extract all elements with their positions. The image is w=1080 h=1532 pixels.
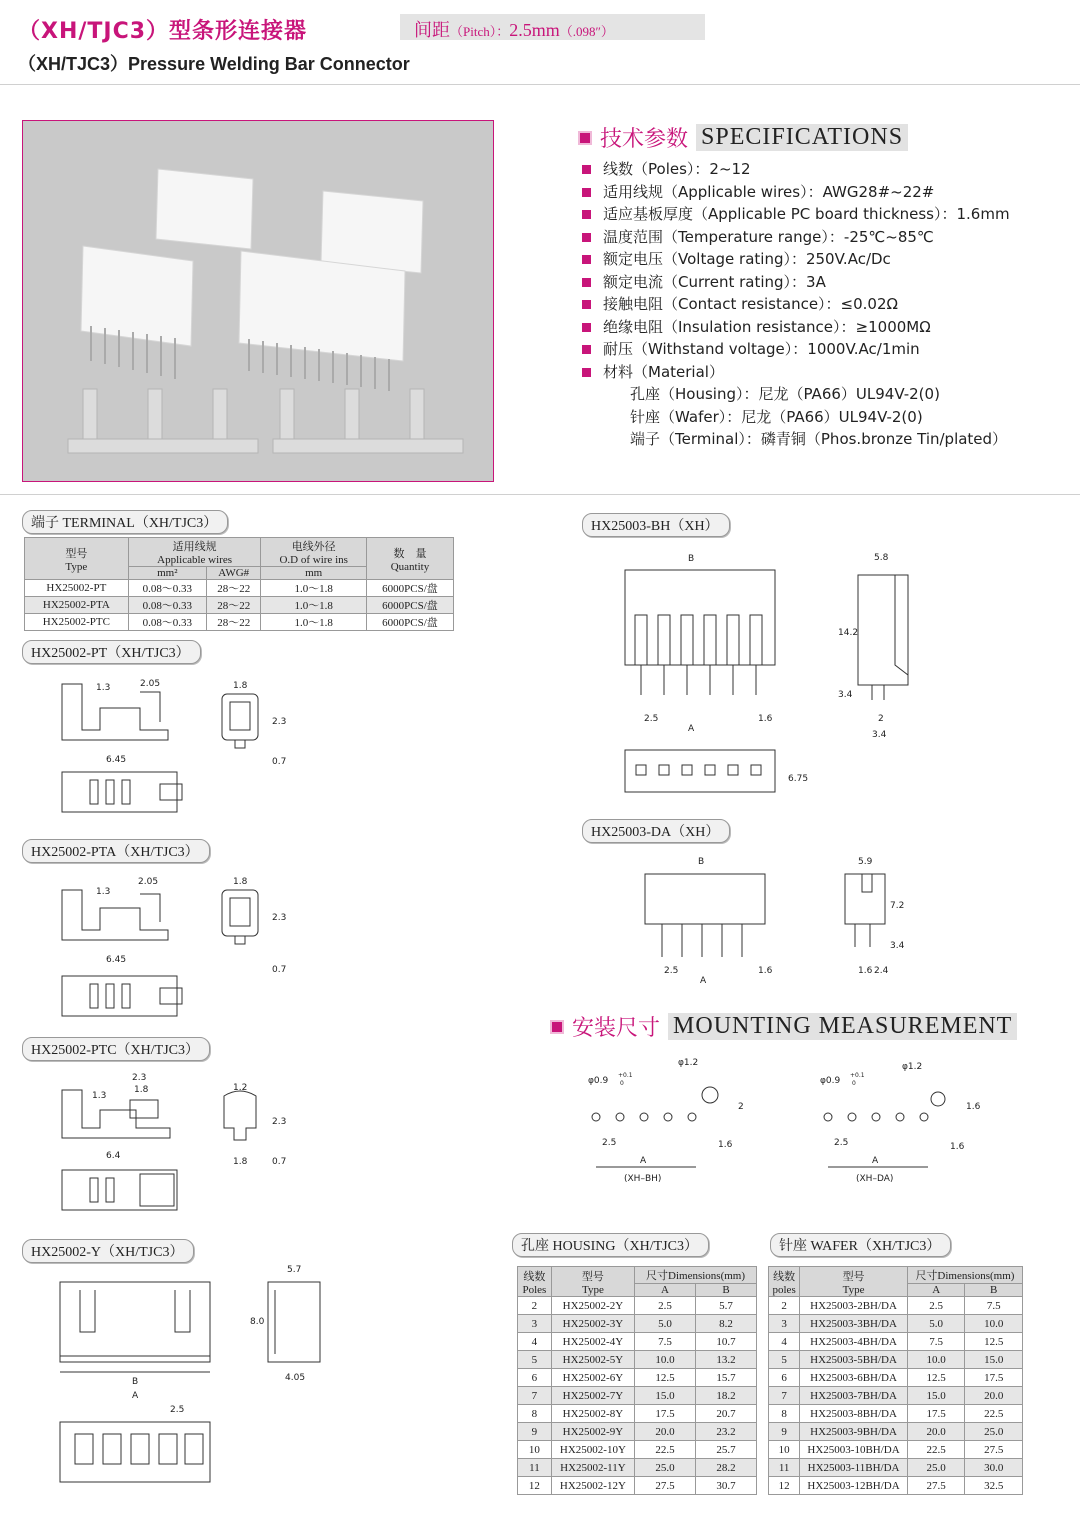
table-cell: 20.0 bbox=[965, 1387, 1023, 1405]
th-b: B bbox=[696, 1284, 757, 1297]
dim-label: 6.45 bbox=[106, 755, 127, 765]
th-qty: 数 量 Quantity bbox=[366, 538, 453, 580]
table-cell: 0.08～0.33 bbox=[128, 597, 206, 614]
dim-label: 2.5 bbox=[602, 1138, 617, 1148]
table-row bbox=[518, 1315, 757, 1333]
pitch-inch: （.098″） bbox=[559, 24, 614, 39]
spec-text: 绝缘电阻（Insulation resistance）：≥1000MΩ bbox=[603, 317, 931, 336]
th-awg: AWG# bbox=[206, 567, 261, 580]
table-cell: HX25003-11BH/DA bbox=[800, 1459, 908, 1477]
th-od-mm: mm bbox=[261, 567, 366, 580]
dim-label: 1.6 bbox=[718, 1140, 733, 1150]
bullet-icon bbox=[582, 255, 591, 264]
dim-label: 1.8 bbox=[233, 1157, 248, 1167]
dim-label: 0 bbox=[620, 1080, 624, 1087]
table-cell: 5.7 bbox=[696, 1297, 757, 1315]
table-cell: 28～22 bbox=[206, 597, 261, 614]
dim-label: 8.0 bbox=[250, 1317, 265, 1327]
mounting-heading-en: MOUNTING MEASUREMENT bbox=[668, 1013, 1017, 1040]
spec-item bbox=[582, 293, 1010, 316]
table-row bbox=[25, 614, 454, 631]
table-cell: 0.08～0.33 bbox=[128, 614, 206, 631]
table-cell: 25.0 bbox=[635, 1459, 696, 1477]
section-divider bbox=[0, 494, 1080, 495]
table-cell: 8.2 bbox=[696, 1315, 757, 1333]
th-b: B bbox=[965, 1284, 1023, 1297]
table-cell: 7 bbox=[518, 1387, 552, 1405]
table-cell: HX25002-11Y bbox=[551, 1459, 634, 1477]
mounting-bh-drawing bbox=[578, 1055, 778, 1185]
spec-text: 适用线规（Applicable wires）：AWG28#~22# bbox=[603, 182, 935, 201]
ptc-drawing bbox=[40, 1068, 300, 1228]
product-photo-illustration bbox=[23, 121, 493, 481]
header-divider bbox=[0, 84, 1080, 85]
table-cell: 17.5 bbox=[907, 1405, 965, 1423]
table-cell: 15.0 bbox=[965, 1351, 1023, 1369]
table-cell: 5 bbox=[518, 1351, 552, 1369]
product-photo bbox=[22, 120, 494, 482]
table-cell: 8 bbox=[769, 1405, 800, 1423]
table-cell: 1.0～1.8 bbox=[261, 614, 366, 631]
dim-label: 2.05 bbox=[140, 679, 161, 689]
table-cell: 20.0 bbox=[907, 1423, 965, 1441]
mounting-da-drawing bbox=[810, 1055, 1010, 1185]
dim-label: 5.9 bbox=[858, 857, 873, 867]
table-cell: 20.0 bbox=[635, 1423, 696, 1441]
table-cell: 2 bbox=[769, 1297, 800, 1315]
dim-label: 2 bbox=[738, 1102, 744, 1112]
table-cell: 27.5 bbox=[907, 1477, 965, 1495]
table-cell: 11 bbox=[769, 1459, 800, 1477]
dim-label: 2.5 bbox=[664, 966, 679, 976]
table-cell: 32.5 bbox=[965, 1477, 1023, 1495]
dim-label: 2.3 bbox=[132, 1073, 147, 1083]
terminal-tag: 端子 TERMINAL（XH/TJC3） bbox=[22, 510, 228, 534]
dim-label: 6.75 bbox=[788, 774, 809, 784]
th-dim: 尺寸Dimensions(mm) bbox=[635, 1267, 757, 1284]
pt-crimp bbox=[140, 692, 160, 722]
dim-label: 4.05 bbox=[285, 1373, 306, 1383]
pitch-value: 2.5mm bbox=[509, 20, 560, 40]
pta-profile bbox=[62, 890, 168, 940]
table-cell: 15.0 bbox=[635, 1387, 696, 1405]
spec-text: 耐压（Withstand voltage）：1000V.Ac/1min bbox=[603, 340, 920, 358]
dim-label: φ1.2 bbox=[902, 1062, 923, 1072]
dim-label: 6.4 bbox=[106, 1151, 121, 1161]
table-cell: HX25003-2BH/DA bbox=[800, 1297, 908, 1315]
table-cell: 17.5 bbox=[965, 1369, 1023, 1387]
da-side-view bbox=[845, 874, 885, 924]
table-cell: 6 bbox=[518, 1369, 552, 1387]
table-row bbox=[769, 1369, 1023, 1387]
table-cell: 8 bbox=[518, 1405, 552, 1423]
spec-item bbox=[582, 361, 1010, 384]
dim-label: 5.7 bbox=[287, 1265, 302, 1275]
pta-end-view bbox=[222, 890, 258, 936]
pitch-paren: （Pitch）： bbox=[450, 24, 510, 39]
table-row bbox=[25, 597, 454, 614]
table-cell: 12.5 bbox=[965, 1333, 1023, 1351]
dim-label: 0.7 bbox=[272, 757, 287, 767]
dim-label: 2.05 bbox=[138, 877, 159, 887]
pitch-box bbox=[400, 14, 705, 40]
table-cell: 5 bbox=[769, 1351, 800, 1369]
table-cell: HX25002-7Y bbox=[551, 1387, 634, 1405]
spec-text: 线数（Poles）：2~12 bbox=[603, 160, 751, 178]
pta-tag: HX25002-PTA（XH/TJC3） bbox=[22, 839, 210, 863]
spec-item bbox=[582, 203, 1010, 226]
dim-label: +0.1 bbox=[850, 1072, 865, 1079]
table-cell: 10.0 bbox=[965, 1315, 1023, 1333]
th-a: A bbox=[907, 1284, 965, 1297]
pta-crimp bbox=[140, 894, 160, 922]
table-cell: 17.5 bbox=[635, 1405, 696, 1423]
bullet-icon bbox=[582, 278, 591, 287]
page-title-cn: （XH/TJC3）型条形连接器 bbox=[18, 19, 308, 44]
table-cell: HX25002-2Y bbox=[551, 1297, 634, 1315]
dim-label: 1.3 bbox=[92, 1091, 107, 1101]
table-row bbox=[769, 1387, 1023, 1405]
bullet-icon bbox=[582, 345, 591, 354]
table-cell: 5.0 bbox=[907, 1315, 965, 1333]
dim-label: 14.2 bbox=[838, 628, 859, 638]
table-cell: 7 bbox=[769, 1387, 800, 1405]
spec-item bbox=[582, 181, 1010, 204]
table-cell: HX25002-8Y bbox=[551, 1405, 634, 1423]
dim-label: 2 bbox=[878, 714, 884, 724]
bullet-icon bbox=[582, 300, 591, 309]
table-cell: 22.5 bbox=[907, 1441, 965, 1459]
table-row bbox=[769, 1441, 1023, 1459]
bullet-square-icon bbox=[550, 1020, 564, 1034]
table-cell: 2.5 bbox=[907, 1297, 965, 1315]
y-side-view bbox=[268, 1282, 320, 1362]
th-dim: 尺寸Dimensions(mm) bbox=[907, 1267, 1022, 1284]
specifications-heading-en: SPECIFICATIONS bbox=[696, 124, 908, 151]
bullet-square-icon bbox=[578, 131, 592, 145]
dim-label: 1.6 bbox=[858, 966, 873, 976]
mounting-heading-cn: 安装尺寸 bbox=[572, 1016, 661, 1041]
table-cell: 10 bbox=[769, 1441, 800, 1459]
table-cell: HX25002-6Y bbox=[551, 1369, 634, 1387]
table-cell: 13.2 bbox=[696, 1351, 757, 1369]
table-cell: 28～22 bbox=[206, 580, 261, 597]
table-cell: 12.5 bbox=[907, 1369, 965, 1387]
table-cell: 3 bbox=[769, 1315, 800, 1333]
table-row bbox=[769, 1351, 1023, 1369]
table-row bbox=[769, 1423, 1023, 1441]
table-cell: 10.0 bbox=[907, 1351, 965, 1369]
dim-label: A bbox=[640, 1156, 647, 1166]
table-cell: HX25003-9BH/DA bbox=[800, 1423, 908, 1441]
y-bottom-view bbox=[60, 1422, 210, 1482]
table-cell: 6000PCS/盘 bbox=[366, 614, 453, 631]
table-cell: 12 bbox=[769, 1477, 800, 1495]
table-row bbox=[769, 1405, 1023, 1423]
spec-text: 接触电阻（Contact resistance）：≤0.02Ω bbox=[603, 295, 898, 313]
wafer-table bbox=[768, 1266, 1023, 1495]
th-od: 电线外径 O.D of wire ins bbox=[261, 538, 366, 567]
th-wires: 适用线规 Applicable wires bbox=[128, 538, 261, 567]
table-cell: HX25002-10Y bbox=[551, 1441, 634, 1459]
page-title-en: （XH/TJC3）Pressure Welding Bar Connector bbox=[18, 54, 410, 74]
dim-label: 5.8 bbox=[874, 553, 889, 563]
table-cell: 9 bbox=[769, 1423, 800, 1441]
table-cell: 12.5 bbox=[635, 1369, 696, 1387]
bullet-icon bbox=[582, 165, 591, 174]
dim-label: B bbox=[688, 554, 695, 564]
dim-label: +0.1 bbox=[618, 1072, 633, 1079]
dim-label: 1.2 bbox=[233, 1083, 248, 1093]
y-tag: HX25002-Y（XH/TJC3） bbox=[22, 1239, 194, 1263]
table-row bbox=[518, 1333, 757, 1351]
bh-drawing bbox=[610, 545, 940, 805]
table-cell: 4 bbox=[518, 1333, 552, 1351]
table-cell: 0.08～0.33 bbox=[128, 580, 206, 597]
dim-label: 2.5 bbox=[644, 714, 659, 724]
table-cell: 28.2 bbox=[696, 1459, 757, 1477]
table-row bbox=[518, 1423, 757, 1441]
dim-label: φ0.9 bbox=[588, 1076, 609, 1086]
table-row bbox=[769, 1459, 1023, 1477]
material-item: 孔座（Housing）：尼龙（PA66）UL94V-2(0) bbox=[630, 385, 940, 403]
bh-tag: HX25003-BH（XH） bbox=[582, 513, 730, 537]
spec-text: 适应基板厚度（Applicable PC board thickness）：1.6mm bbox=[603, 205, 1010, 223]
dim-label: 1.6 bbox=[966, 1102, 981, 1112]
spec-item bbox=[582, 226, 1010, 249]
th-poles: 线数 poles bbox=[769, 1267, 800, 1297]
table-cell: 27.5 bbox=[965, 1441, 1023, 1459]
pitch-label: 间距 bbox=[414, 20, 450, 41]
dim-label: 0.7 bbox=[272, 1157, 287, 1167]
table-cell: 4 bbox=[769, 1333, 800, 1351]
dim-label: 0.7 bbox=[272, 965, 287, 975]
table-cell: 12 bbox=[518, 1477, 552, 1495]
spec-text: 额定电流（Current rating）：3A bbox=[603, 272, 826, 291]
dim-label: 7.2 bbox=[890, 901, 905, 911]
spec-item bbox=[582, 271, 1010, 294]
housing-tag: 孔座 HOUSING（XH/TJC3） bbox=[512, 1233, 709, 1257]
dim-label: B bbox=[698, 857, 705, 867]
table-cell: 18.2 bbox=[696, 1387, 757, 1405]
table-cell: 3 bbox=[518, 1315, 552, 1333]
ptc-profile bbox=[62, 1090, 170, 1138]
mounting-da-label: (XH–DA) bbox=[856, 1174, 894, 1184]
table-cell: 23.2 bbox=[696, 1423, 757, 1441]
table-cell: HX25002-PTA bbox=[25, 597, 129, 614]
dim-label: A bbox=[132, 1391, 139, 1401]
table-cell: HX25002-PTC bbox=[25, 614, 129, 631]
table-cell: HX25003-7BH/DA bbox=[800, 1387, 908, 1405]
pta-drawing bbox=[40, 870, 300, 1030]
specifications-heading bbox=[578, 122, 908, 153]
specifications-list bbox=[582, 158, 1010, 451]
pt-end-view bbox=[222, 694, 258, 740]
th-type: 型号 Type bbox=[551, 1267, 634, 1297]
table-cell: 25.0 bbox=[907, 1459, 965, 1477]
table-cell: 9 bbox=[518, 1423, 552, 1441]
dim-label: A bbox=[872, 1156, 879, 1166]
table-cell: 22.5 bbox=[965, 1405, 1023, 1423]
dim-label: B bbox=[132, 1377, 139, 1387]
table-cell: 27.5 bbox=[635, 1477, 696, 1495]
bh-top-view bbox=[625, 750, 775, 792]
table-cell: HX25002-PT bbox=[25, 580, 129, 597]
terminal-table bbox=[24, 537, 454, 631]
bullet-icon bbox=[582, 368, 591, 377]
table-cell: 15.0 bbox=[907, 1387, 965, 1405]
table-cell: 6 bbox=[769, 1369, 800, 1387]
housing-table bbox=[517, 1266, 757, 1495]
spec-item bbox=[582, 316, 1010, 339]
dim-label: 6.45 bbox=[106, 955, 127, 965]
table-row bbox=[25, 580, 454, 597]
table-row bbox=[769, 1297, 1023, 1315]
table-cell: HX25003-8BH/DA bbox=[800, 1405, 908, 1423]
table-cell: 25.7 bbox=[696, 1441, 757, 1459]
mounting-heading bbox=[550, 1011, 1017, 1042]
ptc-end-view bbox=[224, 1091, 256, 1140]
table-cell: 6000PCS/盘 bbox=[366, 597, 453, 614]
table-cell: HX25002-3Y bbox=[551, 1315, 634, 1333]
material-item: 针座（Wafer）：尼龙（PA66）UL94V-2(0) bbox=[630, 407, 923, 426]
da-drawing bbox=[640, 852, 905, 992]
dim-label: 3.4 bbox=[872, 730, 887, 740]
table-cell: 1.0～1.8 bbox=[261, 597, 366, 614]
dim-label: 1.3 bbox=[96, 683, 111, 693]
table-cell: HX25003-4BH/DA bbox=[800, 1333, 908, 1351]
y-drawing bbox=[40, 1262, 340, 1522]
spec-text: 温度范围（Temperature range）：-25℃~85℃ bbox=[603, 227, 934, 246]
dim-label: φ1.2 bbox=[678, 1058, 699, 1068]
table-cell: HX25002-12Y bbox=[551, 1477, 634, 1495]
spec-item bbox=[582, 158, 1010, 181]
dim-label: 1.8 bbox=[233, 681, 248, 691]
table-cell: HX25003-10BH/DA bbox=[800, 1441, 908, 1459]
table-row bbox=[769, 1477, 1023, 1495]
table-cell: 15.7 bbox=[696, 1369, 757, 1387]
spec-item bbox=[582, 248, 1010, 271]
pt-drawing bbox=[40, 672, 300, 832]
dim-label: 2.3 bbox=[272, 1117, 287, 1127]
dim-label: A bbox=[700, 976, 707, 986]
dim-label: 1.6 bbox=[758, 714, 773, 724]
table-cell: HX25003-12BH/DA bbox=[800, 1477, 908, 1495]
table-row bbox=[518, 1387, 757, 1405]
table-row bbox=[518, 1351, 757, 1369]
table-row bbox=[518, 1459, 757, 1477]
table-cell: HX25003-3BH/DA bbox=[800, 1315, 908, 1333]
table-row bbox=[769, 1315, 1023, 1333]
spec-text: 材料（Material） bbox=[603, 362, 724, 381]
table-row bbox=[518, 1441, 757, 1459]
bullet-icon bbox=[582, 233, 591, 242]
th-mm2: mm² bbox=[128, 567, 206, 580]
dim-label: 2.4 bbox=[874, 966, 889, 976]
table-row bbox=[518, 1405, 757, 1423]
da-front-view bbox=[645, 874, 765, 924]
spec-text: 额定电压（Voltage rating）：250V.Ac/Dc bbox=[603, 250, 891, 268]
dim-label: 1.6 bbox=[950, 1142, 965, 1152]
bullet-icon bbox=[582, 188, 591, 197]
spec-item bbox=[582, 338, 1010, 361]
dim-label: 3.4 bbox=[890, 941, 905, 951]
table-cell: 2.5 bbox=[635, 1297, 696, 1315]
bullet-icon bbox=[582, 210, 591, 219]
pt-tag: HX25002-PT（XH/TJC3） bbox=[22, 640, 201, 664]
table-cell: 5.0 bbox=[635, 1315, 696, 1333]
table-cell: 20.7 bbox=[696, 1405, 757, 1423]
table-row bbox=[769, 1333, 1023, 1351]
table-cell: 10.7 bbox=[696, 1333, 757, 1351]
table-cell: 10.0 bbox=[635, 1351, 696, 1369]
table-cell: HX25002-5Y bbox=[551, 1351, 634, 1369]
dim-label: 1.3 bbox=[96, 887, 111, 897]
table-cell: 2 bbox=[518, 1297, 552, 1315]
table-cell: 6000PCS/盘 bbox=[366, 580, 453, 597]
table-cell: 25.0 bbox=[965, 1423, 1023, 1441]
table-cell: 1.0～1.8 bbox=[261, 580, 366, 597]
table-cell: 7.5 bbox=[635, 1333, 696, 1351]
ptc-top-view bbox=[62, 1170, 177, 1210]
table-cell: 28～22 bbox=[206, 614, 261, 631]
th-type: 型号 Type bbox=[25, 538, 129, 580]
table-cell: HX25003-5BH/DA bbox=[800, 1351, 908, 1369]
table-cell: 11 bbox=[518, 1459, 552, 1477]
dim-label: A bbox=[688, 724, 695, 734]
table-cell: 10 bbox=[518, 1441, 552, 1459]
bullet-icon bbox=[582, 323, 591, 332]
y-front-view bbox=[60, 1282, 210, 1362]
dim-label: 1.6 bbox=[758, 966, 773, 976]
th-a: A bbox=[635, 1284, 696, 1297]
dim-label: 0 bbox=[852, 1080, 856, 1087]
table-cell: HX25003-6BH/DA bbox=[800, 1369, 908, 1387]
table-cell: HX25002-4Y bbox=[551, 1333, 634, 1351]
dim-label: 3.4 bbox=[838, 690, 853, 700]
specifications-heading-cn: 技术参数 bbox=[600, 127, 689, 152]
dim-label: 2.3 bbox=[272, 913, 287, 923]
th-type: 型号 Type bbox=[800, 1267, 908, 1297]
table-cell: 7.5 bbox=[965, 1297, 1023, 1315]
dim-label: 2.5 bbox=[834, 1138, 849, 1148]
table-row bbox=[518, 1297, 757, 1315]
ptc-tag: HX25002-PTC（XH/TJC3） bbox=[22, 1037, 210, 1061]
table-row bbox=[518, 1369, 757, 1387]
dim-label: 1.8 bbox=[233, 877, 248, 887]
table-cell: 30.0 bbox=[965, 1459, 1023, 1477]
material-item: 端子（Terminal）：磷青铜（Phos.bronze Tin/plated） bbox=[630, 430, 1008, 448]
th-poles: 线数 Poles bbox=[518, 1267, 552, 1297]
table-cell: 30.7 bbox=[696, 1477, 757, 1495]
da-tag: HX25003-DA（XH） bbox=[582, 819, 730, 843]
table-row bbox=[518, 1477, 757, 1495]
table-cell: 22.5 bbox=[635, 1441, 696, 1459]
dim-label: 1.8 bbox=[134, 1085, 149, 1095]
bh-side-view bbox=[858, 575, 908, 685]
dim-label: 2.5 bbox=[170, 1405, 185, 1415]
table-cell: 7.5 bbox=[907, 1333, 965, 1351]
dim-label: 2.3 bbox=[272, 717, 287, 727]
table-cell: HX25002-9Y bbox=[551, 1423, 634, 1441]
wafer-tag: 针座 WAFER（XH/TJC3） bbox=[770, 1233, 951, 1257]
dim-label: φ0.9 bbox=[820, 1076, 841, 1086]
mounting-bh-label: (XH–BH) bbox=[624, 1174, 662, 1184]
